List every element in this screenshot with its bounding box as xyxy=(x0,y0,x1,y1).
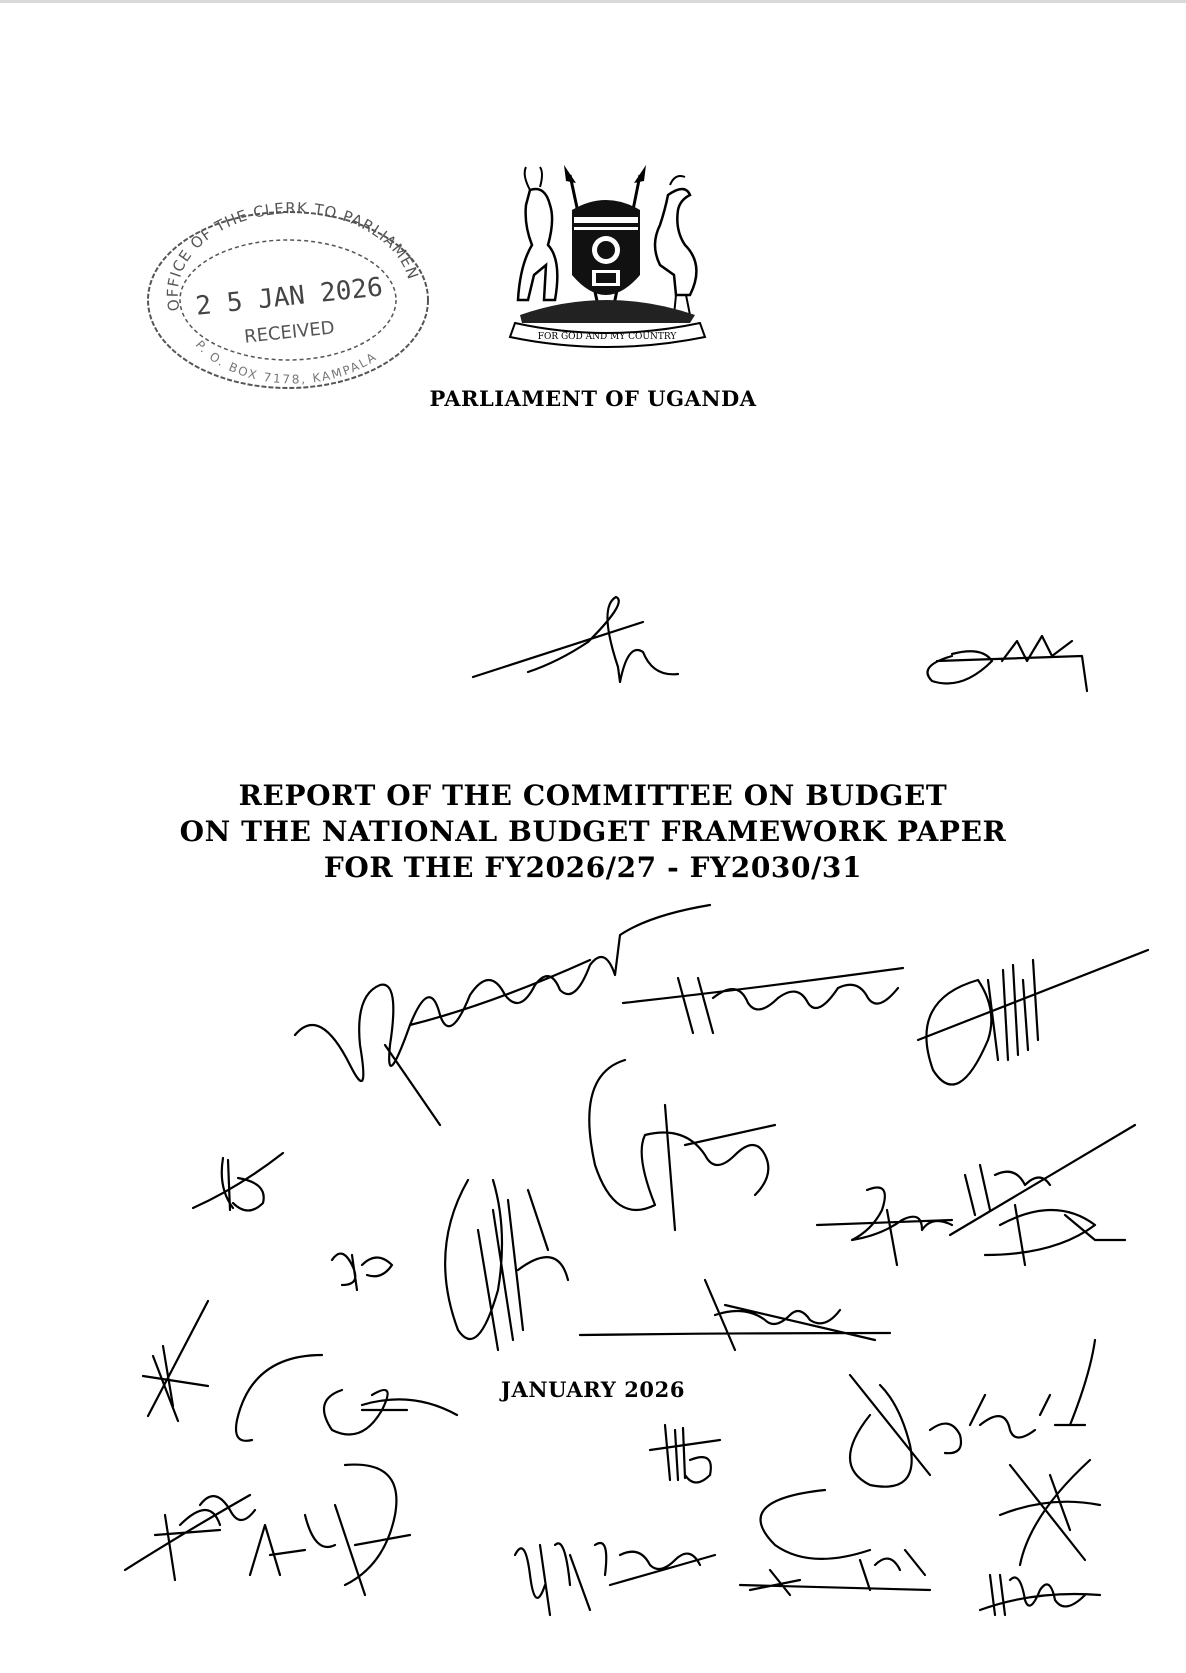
signature-20 xyxy=(730,1480,950,1605)
signature-17 xyxy=(120,1475,260,1585)
report-title xyxy=(0,778,1186,886)
report-title-line-1: REPORT OF THE COMMITTEE ON BUDGET xyxy=(238,779,948,812)
report-date: JANUARY 2026 xyxy=(500,1377,686,1402)
stamp-address: P. O. BOX 7178, KAMPALA xyxy=(192,337,380,387)
signature-8 xyxy=(438,1170,578,1360)
report-title-line-2: ON THE NATIONAL BUDGET FRAMEWORK PAPER xyxy=(179,815,1007,848)
signature-13 xyxy=(138,1296,218,1426)
signature-6 xyxy=(188,1148,288,1218)
signature-22 xyxy=(975,1555,1105,1620)
signature-10 xyxy=(945,1115,1145,1265)
signature-19 xyxy=(510,1515,720,1625)
report-title-line-3: FOR THE FY2026/27 - FY2030/31 xyxy=(323,851,863,884)
received-stamp xyxy=(140,200,440,400)
uganda-coat-of-arms xyxy=(500,165,715,365)
stamp-office-text: OFFICE OF THE CLERK TO PARLIAMEN xyxy=(163,200,423,313)
stamp-status: RECEIVED xyxy=(243,317,336,348)
scan-edge xyxy=(0,0,1186,3)
signature-2 xyxy=(922,626,1092,696)
signature-11 xyxy=(322,1235,397,1295)
signature-5 xyxy=(918,940,1153,1100)
stamp-date: 2 5 JAN 2026 xyxy=(194,272,385,322)
signature-9 xyxy=(812,1180,962,1270)
signature-16 xyxy=(645,1420,725,1490)
crest-motto: FOR GOD AND MY COUNTRY xyxy=(537,332,677,342)
organization-name: PARLIAMENT OF UGANDA xyxy=(429,386,757,411)
signature-1 xyxy=(468,592,688,692)
signature-18 xyxy=(245,1455,415,1605)
signature-4 xyxy=(618,958,908,1038)
signature-7 xyxy=(585,1055,785,1235)
